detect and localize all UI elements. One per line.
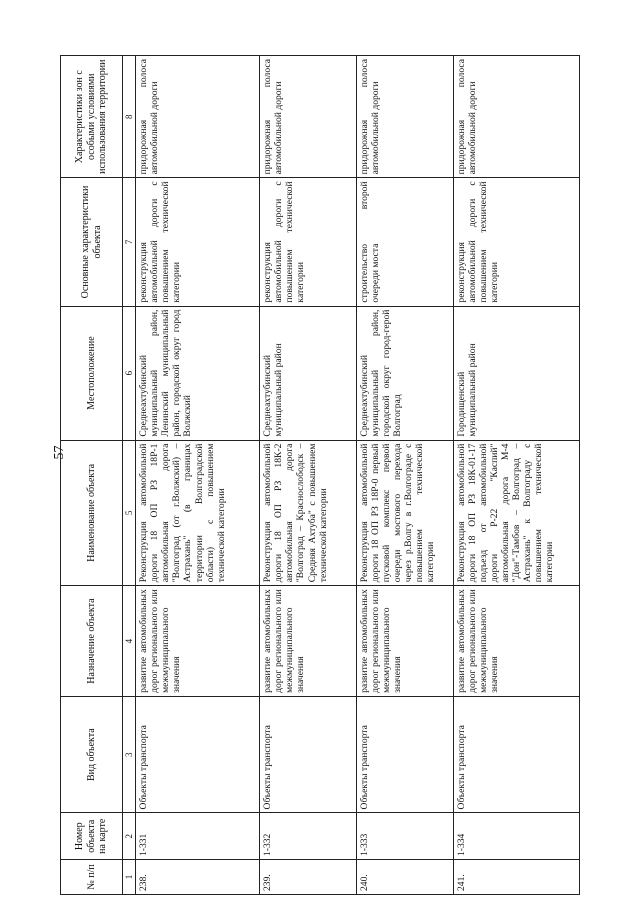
object-code: 1-333 [357,813,454,860]
header-cell: Характеристики зон с особыми условиями использования территории [61,56,123,178]
zone-characteristics: придорожная полоса автомобильной дороги [136,56,260,178]
object-type: Объекты транспорта [453,696,579,813]
table-row [357,56,454,895]
object-purpose: развитие автомобильных дорог регионального или межмуниципального значения [136,586,260,697]
header-cell: Назначение объекта [61,586,123,697]
column-number: 4 [123,586,136,697]
object-code: 1-334 [453,813,579,860]
row-number: 240. [357,860,454,895]
object-name: Реконструкция автомобильной дороги 18 ОП РЗ 18Р-0 первый пусковой комплекс первой очереди мостового перехода через р.Волгу в г.Волгограде с повышением технической категории [357,440,454,586]
object-location: Городищенский муниципальный район [453,306,579,440]
object-characteristics: реконструкция автомобильной дороги с повышением технической категории [260,178,357,306]
header-cell: Номер объекта на карте [61,813,123,860]
document-table-sheet [60,55,580,895]
object-location: Среднеахтубинский муниципальный район [260,306,357,440]
column-number: 7 [123,178,136,306]
zone-characteristics: придорожная полоса автомобильной дороги [453,56,579,178]
column-number: 6 [123,306,136,440]
header-cell: № п/п [61,860,123,895]
row-number: 238. [136,860,260,895]
object-code: 1-331 [136,813,260,860]
header-cell: Вид объекта [61,696,123,813]
object-name: Реконструкция автомобильной дороги 18 ОП РЗ 18Р-1 автомобильная дорога "Волгоград (от г.Волжский) – Астрахань" (в границах территории Волгоградской области) с повышением технической категории [136,440,260,586]
header-cell: Наименование объекта [61,440,123,586]
object-characteristics: реконструкция автомобильной дороги с повышением технической категории [136,178,260,306]
zone-characteristics: придорожная полоса автомобильной дороги [260,56,357,178]
object-characteristics: строительство второй очереди моста [357,178,454,306]
object-location: Среднеахтубинский муниципальный район, городской округ город-герой Волгоград [357,306,454,440]
object-name: Реконструкция автомобильной дороги 18 ОП РЗ 18К-01-17 подъезд от автомобильной дороги Р-22 "Каспий" автомобильная дорога М-4 "Дон"-Тамбов – Волгоград – Астрахань" к Волгограду с повышением технической категории [453,440,579,586]
header-cell: Основные характеристики объекта [61,178,123,306]
object-purpose: развитие автомобильных дорог регионального или межмуниципального значения [357,586,454,697]
table-row [453,56,579,895]
column-number: 5 [123,440,136,586]
object-type: Объекты транспорта [260,696,357,813]
object-purpose: развитие автомобильных дорог регионального или межмуниципального значения [453,586,579,697]
row-number: 241. [453,860,579,895]
zone-characteristics: придорожная полоса автомобильной дороги [357,56,454,178]
column-number: 2 [123,813,136,860]
object-name: Реконструкция автомобильной дороги 18 ОП РЗ 18К-2 автомобильная дорога "Волгоград – Краснослободск – Средняя Ахтуба" с повышением технической категории [260,440,357,586]
header-cell: Местоположение [61,306,123,440]
column-number: 8 [123,56,136,178]
object-characteristics: реконструкция автомобильной дороги с повышением технической категории [453,178,579,306]
row-number: 239. [260,860,357,895]
object-type: Объекты транспорта [357,696,454,813]
page-number: 57 [52,445,67,460]
object-code: 1-332 [260,813,357,860]
header-row [61,56,123,895]
object-type: Объекты транспорта [136,696,260,813]
column-number: 3 [123,696,136,813]
table-row [136,56,260,895]
objects-table [60,55,580,895]
column-number-row [123,56,136,895]
object-purpose: развитие автомобильных дорог регионального или межмуниципального значения [260,586,357,697]
column-number: 1 [123,860,136,895]
table-row [260,56,357,895]
object-location: Среднеахтубинский муниципальный район, Ленинский муниципальный район, городской округ город Волжский [136,306,260,440]
